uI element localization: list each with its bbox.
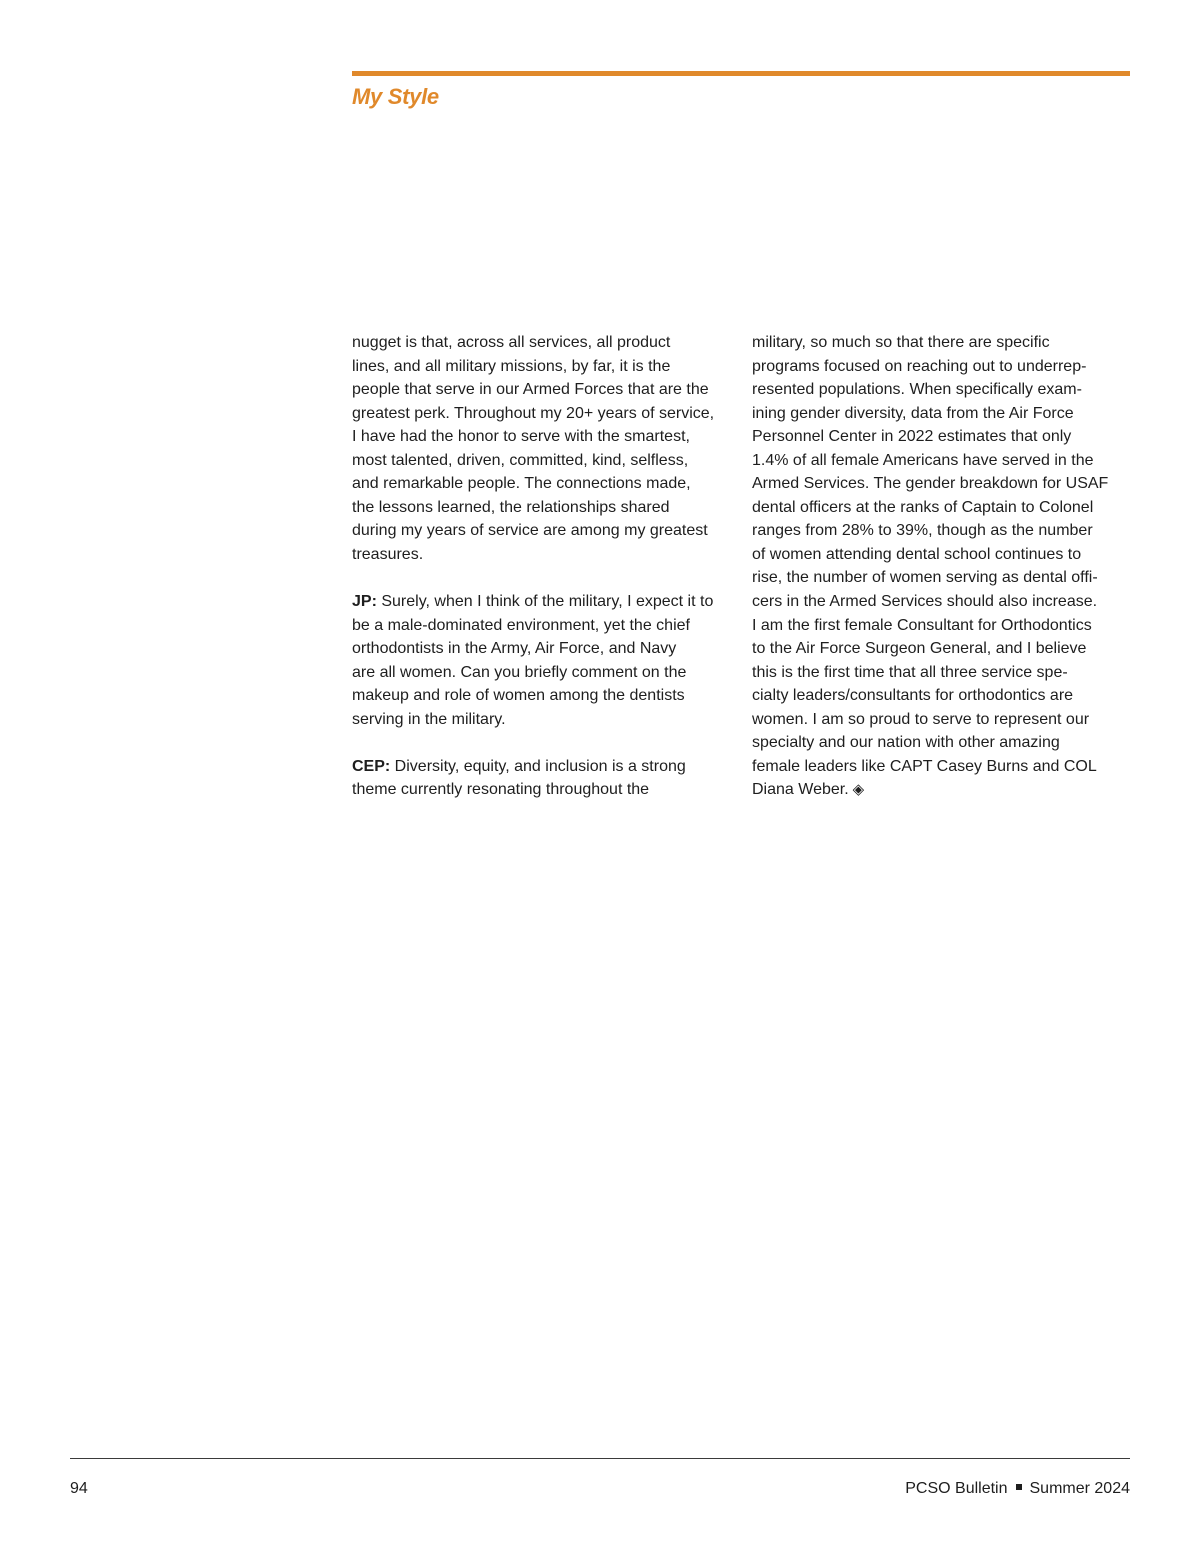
text-line: treasures. <box>352 545 424 563</box>
text-line: makeup and role of women among the dentists <box>352 687 685 705</box>
text-line: to the Air Force Surgeon General, and I believe <box>752 640 1087 658</box>
separator-square-icon <box>1016 1484 1022 1490</box>
text-line: most talented, driven, committed, kind, selfless, <box>352 451 689 469</box>
text-line: Armed Services. The gender breakdown for USAF <box>752 475 1109 493</box>
text-line: female leaders like CAPT Casey Burns and COL <box>752 757 1097 775</box>
footer-rule <box>70 1458 1130 1459</box>
text-line: specialty and our nation with other amazing <box>752 734 1060 752</box>
text-line: the lessons learned, the relationships shared <box>352 498 670 516</box>
text-line: 1.4% of all female Americans have served in the <box>752 451 1094 469</box>
right-column <box>752 331 1132 802</box>
text-line: and remarkable people. The connections made, <box>352 475 691 493</box>
answer-first-line <box>352 755 732 779</box>
text-line: are all women. Can you briefly comment on the <box>352 663 687 681</box>
text-line: nugget is that, across all services, all product <box>352 334 671 351</box>
text-line: cialty leaders/consultants for orthodontics are <box>752 687 1074 705</box>
header-accent-rule <box>352 71 1130 76</box>
text-line: I am the first female Consultant for Orthodontics <box>752 616 1092 634</box>
paragraph-gap <box>352 566 732 590</box>
text-line: people that serve in our Armed Forces that are the <box>352 381 709 399</box>
page-number: 94 <box>70 1480 88 1497</box>
text-line: greatest perk. Throughout my 20+ years of service, <box>352 404 715 422</box>
speaker-label-cep: CEP: <box>352 757 391 775</box>
text-line: rise, the number of women serving as dental offi- <box>752 569 1098 587</box>
last-text-line <box>752 778 1132 802</box>
text-line: serving in the military. <box>352 710 506 728</box>
diamond-end-mark-icon: ◈ <box>852 781 865 799</box>
speaker-label-jp: JP: <box>352 593 377 611</box>
text-line: ining gender diversity, data from the Air Force <box>752 404 1074 422</box>
text-line: orthodontists in the Army, Air Force, and Navy <box>352 640 677 658</box>
issue-name: Summer 2024 <box>1029 1480 1130 1497</box>
text-line: ranges from 28% to 39%, though as the number <box>752 522 1093 540</box>
text-line: this is the first time that all three service spe- <box>752 663 1068 681</box>
question-first-line <box>352 590 732 614</box>
text-line: programs focused on reaching out to underrep- <box>752 357 1087 375</box>
text-line: military, so much so that there are specific <box>752 334 1050 351</box>
text-line: resented populations. When specifically exam- <box>752 381 1082 399</box>
text-line: cers in the Armed Services should also increase. <box>752 593 1098 611</box>
question-text: Surely, when I think of the military, I expect it to <box>376 593 714 611</box>
text-line: be a male-dominated environment, yet the chief <box>352 616 690 634</box>
text-line: theme currently resonating throughout the <box>352 781 650 799</box>
paragraph-gap <box>352 731 732 755</box>
text-line: women. I am so proud to serve to represent our <box>752 710 1090 728</box>
publication-info <box>905 1480 1130 1498</box>
text-line: Personnel Center in 2022 estimates that only <box>752 428 1072 446</box>
text-line: lines, and all military missions, by far, it is the <box>352 357 671 375</box>
text-line: I have had the honor to serve with the smartest, <box>352 428 690 446</box>
closing-text: Diana Weber. <box>752 781 849 799</box>
left-column <box>352 331 732 802</box>
section-title: My Style <box>352 84 439 109</box>
text-line: dental officers at the ranks of Captain to Colonel <box>752 498 1094 516</box>
text-line: of women attending dental school continues to <box>752 545 1082 563</box>
publication-name: PCSO Bulletin <box>905 1480 1008 1497</box>
text-line: during my years of service are among my greatest <box>352 522 708 540</box>
answer-text: Diversity, equity, and inclusion is a strong <box>390 757 686 775</box>
